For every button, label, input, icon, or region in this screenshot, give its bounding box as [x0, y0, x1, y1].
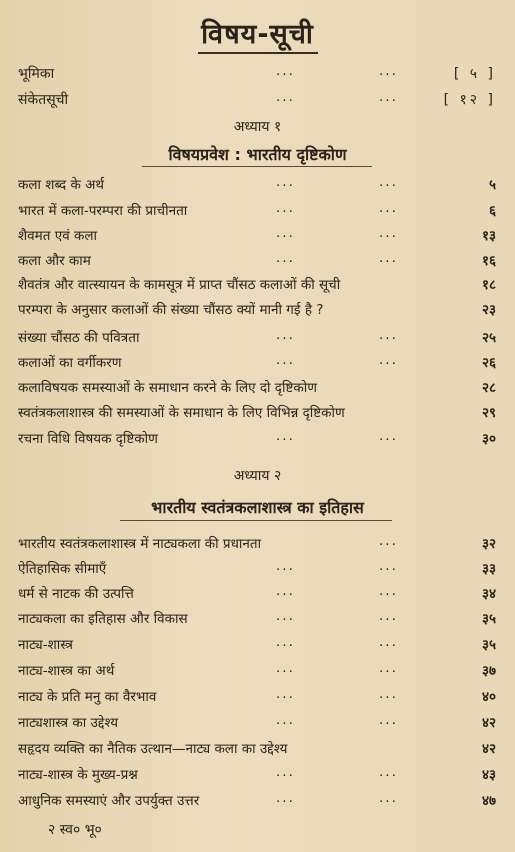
leader-dots: ... [379, 558, 398, 574]
toc-label: स्वतंत्रकलाशास्त्र की समस्याओं के समाधान के लिए विभिन्न दृष्टिकोण [18, 405, 345, 421]
toc-label: संख्या चौंसठ की पवित्रता [18, 330, 140, 346]
toc-page-number: ३३ [481, 561, 496, 577]
toc-row[interactable] [18, 402, 496, 424]
toc-row[interactable] [18, 712, 496, 734]
toc-page-number: २३ [481, 302, 496, 318]
toc-row[interactable] [18, 225, 496, 247]
toc-row-abbreviations[interactable] [18, 89, 496, 111]
toc-label: आधुनिक समस्याएं और उपर्युक्त उत्तर [18, 793, 200, 809]
leader-dots: ... [379, 634, 398, 650]
toc-row[interactable] [18, 250, 496, 272]
title-underline [198, 52, 318, 54]
toc-row[interactable] [18, 634, 496, 656]
leader-dots: ... [379, 352, 398, 368]
leader-dots: ... [379, 712, 398, 728]
leader-dots: ... [379, 686, 398, 702]
leader-dots: ... [379, 790, 398, 806]
leader-dots: ... [276, 660, 295, 676]
leader-dots: ... [379, 174, 398, 190]
leader-dots: ... [276, 712, 295, 728]
toc-row[interactable] [18, 352, 496, 374]
toc-page-number: १६ [481, 253, 496, 269]
toc-page-number: [ १२ ] [443, 92, 496, 108]
toc-row[interactable] [18, 428, 496, 450]
leader-dots: ... [379, 89, 398, 105]
toc-page-number: ६ [488, 203, 496, 219]
toc-label: शैवतंत्र और वात्स्यायन के कामसूत्र में प्राप्त चौंसठ कलाओं की सूची [18, 277, 341, 293]
toc-label: भारत में कला-परम्परा की प्राचीनता [18, 203, 188, 219]
leader-dots: ... [276, 200, 295, 216]
leader-dots: ... [379, 250, 398, 266]
toc-page-number: ४२ [481, 741, 496, 757]
signature-mark: २ स्व० भू० [48, 822, 102, 838]
toc-page-number: ४७ [481, 793, 496, 809]
chapter-1-heading: अध्याय १ [233, 119, 282, 135]
leader-dots: ... [379, 660, 398, 676]
toc-row-preface[interactable] [18, 63, 496, 85]
chapter-2-underline [120, 520, 392, 521]
toc-label: ऐतिहासिक सीमाएँ [18, 561, 107, 577]
toc-page-number: ३५ [481, 611, 496, 627]
toc-page-number: ३४ [481, 586, 496, 602]
toc-page-number: १३ [481, 228, 496, 244]
toc-row[interactable] [18, 686, 496, 708]
toc-label: नाट्य के प्रति मनु का वैरभाव [18, 689, 157, 705]
toc-row[interactable] [18, 377, 496, 399]
leader-dots: ... [379, 428, 398, 444]
toc-label: नाट्य-शास्त्र [18, 637, 73, 653]
toc-label: रचना विधि विषयक दृष्टिकोण [18, 431, 158, 447]
toc-row[interactable] [18, 738, 496, 760]
leader-dots: ... [379, 63, 398, 79]
toc-label: कलाविषयक समस्याओं के समाधान करने के लिए दो दृष्टिकोण [18, 380, 317, 396]
leader-dots: ... [276, 558, 295, 574]
toc-page-number: २५ [481, 330, 496, 346]
leader-dots: ... [276, 764, 295, 780]
toc-label: कला और काम [18, 253, 91, 269]
leader-dots: ... [379, 533, 398, 549]
toc-page-number: २९ [481, 405, 496, 421]
chapter-2-title: भारतीय स्वतंत्रकलाशास्त्र का इतिहास [151, 498, 364, 517]
toc-row[interactable] [18, 533, 496, 555]
toc-row[interactable] [18, 608, 496, 630]
toc-label: नाट्य-शास्त्र का अर्थ [18, 663, 115, 679]
toc-row[interactable] [18, 558, 496, 580]
toc-label: कला शब्द के अर्थ [18, 177, 105, 193]
toc-row[interactable] [18, 299, 496, 321]
leader-dots: ... [276, 250, 295, 266]
leader-dots: ... [379, 608, 398, 624]
toc-row[interactable] [18, 583, 496, 605]
toc-label: धर्म से नाटक की उत्पत्ति [18, 586, 134, 602]
toc-page-number: ३० [481, 431, 496, 447]
toc-label: नाट्य-शास्त्र के मुख्य-प्रश्न [18, 767, 138, 783]
toc-label: भारतीय स्वतंत्रकलाशास्त्र में नाट्यकला की प्रधानता [18, 536, 262, 552]
toc-page-number: ३५ [481, 637, 496, 653]
toc-label: परम्परा के अनुसार कलाओं की संख्या चौंसठ क्यों मानी गई है ? [18, 302, 324, 318]
leader-dots: ... [276, 583, 295, 599]
toc-page-number: २८ [481, 380, 496, 396]
toc-page-number: ३२ [481, 536, 496, 552]
toc-row[interactable] [18, 660, 496, 682]
toc-page-number: ४२ [481, 715, 496, 731]
leader-dots: ... [379, 327, 398, 343]
toc-row[interactable] [18, 790, 496, 812]
leader-dots: ... [276, 174, 295, 190]
toc-label: संकेतसूची [18, 92, 69, 108]
leader-dots: ... [276, 352, 295, 368]
toc-page-number: ४० [481, 689, 496, 705]
leader-dots: ... [276, 790, 295, 806]
toc-label: शैवमत एवं कला [18, 228, 98, 244]
toc-page-number: २६ [481, 355, 496, 371]
leader-dots: ... [276, 327, 295, 343]
toc-label: सहृदय व्यक्ति का नैतिक उत्थान—नाट्य कला का उद्देश्य [18, 741, 288, 757]
toc-row[interactable] [18, 327, 496, 349]
chapter-1-title: विषयप्रवेश : भारतीय दृष्टिकोण [168, 145, 347, 164]
leader-dots: ... [276, 428, 295, 444]
leader-dots: ... [379, 764, 398, 780]
toc-label: नाट्यकला का इतिहास और विकास [18, 611, 188, 627]
leader-dots: ... [276, 63, 295, 79]
leader-dots: ... [276, 225, 295, 241]
chapter-1-underline [142, 166, 372, 167]
toc-page-number: १८ [481, 277, 496, 293]
leader-dots: ... [379, 200, 398, 216]
leader-dots: ... [276, 686, 295, 702]
toc-page-number: ३७ [481, 663, 496, 679]
page-title: विषय-सूची [201, 19, 314, 50]
leader-dots: ... [276, 89, 295, 105]
leader-dots: ... [379, 583, 398, 599]
leader-dots: ... [379, 225, 398, 241]
leader-dots: ... [276, 608, 295, 624]
toc-label: नाट्यशास्त्र का उद्देश्य [18, 715, 119, 731]
toc-row[interactable] [18, 274, 496, 296]
toc-label: कलाओं का वर्गीकरण [18, 355, 122, 371]
toc-page-number: ५ [488, 177, 496, 193]
toc-row[interactable] [18, 764, 496, 786]
toc-page-number: ४३ [481, 767, 496, 783]
toc-label: भूमिका [18, 66, 55, 82]
chapter-2-heading: अध्याय २ [233, 468, 282, 484]
toc-row[interactable] [18, 200, 496, 222]
toc-row[interactable] [18, 174, 496, 196]
toc-page-number: [ ५ ] [453, 66, 496, 82]
leader-dots: ... [276, 634, 295, 650]
